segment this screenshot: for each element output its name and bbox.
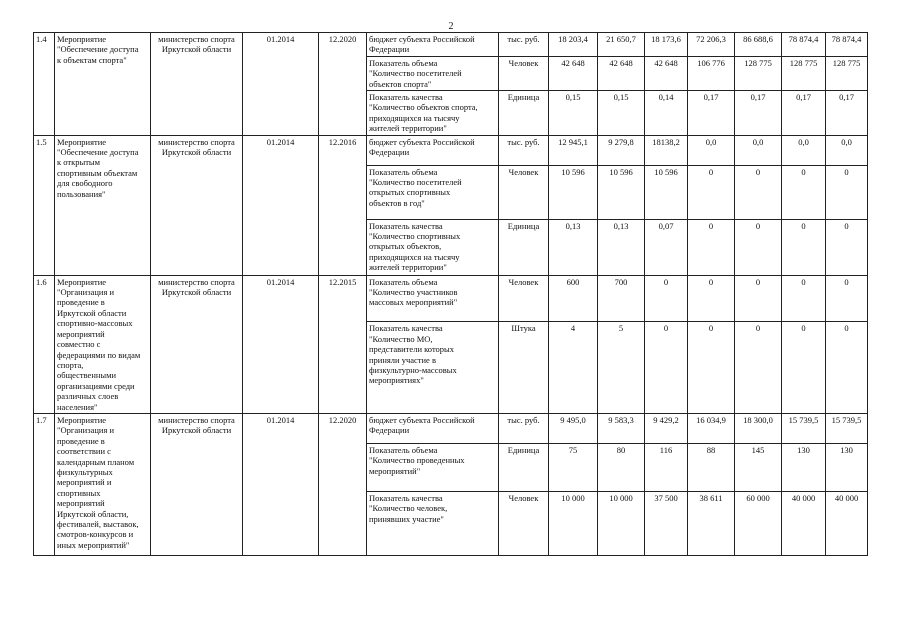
value-cell: 9 583,3 [598, 413, 645, 443]
indicator-unit: Человек [499, 275, 549, 322]
indicator-unit: Единица [499, 91, 549, 136]
indicator-text: Показатель качества "Количество МО, представители которых приняли участие в физкультурно-массовых мероприятиях" [367, 322, 499, 414]
value-cell: 88 [688, 443, 735, 491]
table-row [34, 135, 868, 165]
value-cell: 15 739,5 [782, 413, 826, 443]
value-cell: 0 [782, 322, 826, 414]
value-cell: 0,15 [598, 91, 645, 136]
value-cell: 9 429,2 [645, 413, 688, 443]
value-cell: 116 [645, 443, 688, 491]
start-date: 01.2014 [243, 275, 319, 413]
value-cell: 0,0 [735, 135, 782, 165]
indicator-text: Показатель качества "Количество объектов спорта, приходящихся на тысячу жителей территории" [367, 91, 499, 136]
value-cell: 0 [688, 275, 735, 322]
executor: министерство спорта Иркутской области [151, 33, 243, 136]
executor: министерство спорта Иркутской области [151, 275, 243, 413]
table-row [34, 33, 868, 57]
end-date: 12.2015 [319, 275, 367, 413]
value-cell: 60 000 [735, 491, 782, 555]
value-cell: 10 596 [598, 165, 645, 219]
table-row [34, 413, 868, 443]
page-number: 2 [448, 21, 454, 32]
measure-name: Мероприятие "Обеспечение доступа к открытым спортивным объектам для свободного пользования" [55, 135, 151, 275]
value-cell: 0,17 [782, 91, 826, 136]
value-cell: 700 [598, 275, 645, 322]
value-cell: 0 [688, 322, 735, 414]
value-cell: 130 [826, 443, 868, 491]
value-cell: 0,07 [645, 219, 688, 275]
indicator-unit: Штука [499, 322, 549, 414]
value-cell: 0,14 [645, 91, 688, 136]
value-cell: 4 [549, 322, 598, 414]
measure-name: Мероприятие "Организация и проведение в Иркутской области спортивно-массовых мероприятий совместно с федерациями по видам спорта, общественными организациями среди различных слоев населения" [55, 275, 151, 413]
value-cell: 0 [645, 322, 688, 414]
value-cell: 0,17 [735, 91, 782, 136]
executor: министерство спорта Иркутской области [151, 135, 243, 275]
value-cell: 72 206,3 [688, 33, 735, 57]
start-date: 01.2014 [243, 413, 319, 555]
row-number: 1.7 [34, 413, 55, 555]
indicator-unit: тыс. руб. [499, 413, 549, 443]
value-cell: 86 688,6 [735, 33, 782, 57]
value-cell: 0 [645, 275, 688, 322]
value-cell: 9 279,8 [598, 135, 645, 165]
indicator-text: бюджет субъекта Российской Федерации [367, 135, 499, 165]
indicator-unit: тыс. руб. [499, 135, 549, 165]
row-number: 1.5 [34, 135, 55, 275]
value-cell: 18 300,0 [735, 413, 782, 443]
value-cell: 0,13 [598, 219, 645, 275]
indicator-text: Показатель объема "Количество проведенных мероприятий" [367, 443, 499, 491]
indicator-text: Показатель объема "Количество посетителей объектов спорта" [367, 56, 499, 90]
measure-name: Мероприятие "Обеспечение доступа к объектам спорта" [55, 33, 151, 136]
value-cell: 0 [782, 275, 826, 322]
value-cell: 21 650,7 [598, 33, 645, 57]
value-cell: 0,0 [782, 135, 826, 165]
value-cell: 145 [735, 443, 782, 491]
value-cell: 10 000 [598, 491, 645, 555]
value-cell: 0,13 [549, 219, 598, 275]
value-cell: 0,17 [688, 91, 735, 136]
value-cell: 75 [549, 443, 598, 491]
start-date: 01.2014 [243, 135, 319, 275]
value-cell: 130 [782, 443, 826, 491]
value-cell: 0 [826, 165, 868, 219]
value-cell: 128 775 [826, 56, 868, 90]
value-cell: 12 945,1 [549, 135, 598, 165]
indicator-text: Показатель качества "Количество спортивных открытых объектов, приходящихся на тысячу жителей территории" [367, 219, 499, 275]
value-cell: 18138,2 [645, 135, 688, 165]
value-cell: 0 [735, 322, 782, 414]
end-date: 12.2020 [319, 413, 367, 555]
value-cell: 10 596 [549, 165, 598, 219]
value-cell: 0 [735, 219, 782, 275]
indicator-unit: Единица [499, 443, 549, 491]
value-cell: 0 [826, 322, 868, 414]
value-cell: 0 [782, 219, 826, 275]
value-cell: 40 000 [782, 491, 826, 555]
indicator-text: Показатель качества "Количество человек, принявших участие" [367, 491, 499, 555]
value-cell: 10 000 [549, 491, 598, 555]
executor: министерство спорта Иркутской области [151, 413, 243, 555]
value-cell: 18 173,6 [645, 33, 688, 57]
indicator-unit: тыс. руб. [499, 33, 549, 57]
end-date: 12.2020 [319, 33, 367, 136]
value-cell: 16 034,9 [688, 413, 735, 443]
value-cell: 128 775 [735, 56, 782, 90]
value-cell: 106 776 [688, 56, 735, 90]
end-date: 12.2016 [319, 135, 367, 275]
value-cell: 42 648 [549, 56, 598, 90]
value-cell: 15 739,5 [826, 413, 868, 443]
value-cell: 0,15 [549, 91, 598, 136]
value-cell: 0,0 [688, 135, 735, 165]
value-cell: 0 [688, 165, 735, 219]
value-cell: 78 874,4 [826, 33, 868, 57]
value-cell: 0 [826, 219, 868, 275]
value-cell: 0 [735, 275, 782, 322]
indicator-text: бюджет субъекта Российской Федерации [367, 413, 499, 443]
value-cell: 0 [688, 219, 735, 275]
value-cell: 38 611 [688, 491, 735, 555]
value-cell: 600 [549, 275, 598, 322]
program-table [33, 32, 868, 556]
value-cell: 37 500 [645, 491, 688, 555]
value-cell: 5 [598, 322, 645, 414]
value-cell: 0 [782, 165, 826, 219]
table-row [34, 275, 868, 322]
value-cell: 42 648 [598, 56, 645, 90]
indicator-text: Показатель объема "Количество посетителей открытых спортивных объектов в год" [367, 165, 499, 219]
value-cell: 0 [735, 165, 782, 219]
value-cell: 128 775 [782, 56, 826, 90]
row-number: 1.4 [34, 33, 55, 136]
indicator-text: Показатель объема "Количество участников массовых мероприятий" [367, 275, 499, 322]
value-cell: 80 [598, 443, 645, 491]
value-cell: 9 495,0 [549, 413, 598, 443]
value-cell: 0 [826, 275, 868, 322]
indicator-unit: Единица [499, 219, 549, 275]
value-cell: 10 596 [645, 165, 688, 219]
measure-name: Мероприятие "Организация и проведение в соответствии с календарным планом физкультурных мероприятий и спортивных мероприятий Иркутской области, фестивалей, выставок, смотров-конкурсов и иных мероприятий" [55, 413, 151, 555]
row-number: 1.6 [34, 275, 55, 413]
value-cell: 40 000 [826, 491, 868, 555]
value-cell: 42 648 [645, 56, 688, 90]
indicator-text: бюджет субъекта Российской Федерации [367, 33, 499, 57]
indicator-unit: Человек [499, 491, 549, 555]
start-date: 01.2014 [243, 33, 319, 136]
indicator-unit: Человек [499, 165, 549, 219]
value-cell: 78 874,4 [782, 33, 826, 57]
value-cell: 0,17 [826, 91, 868, 136]
value-cell: 0,0 [826, 135, 868, 165]
value-cell: 18 203,4 [549, 33, 598, 57]
indicator-unit: Человек [499, 56, 549, 90]
